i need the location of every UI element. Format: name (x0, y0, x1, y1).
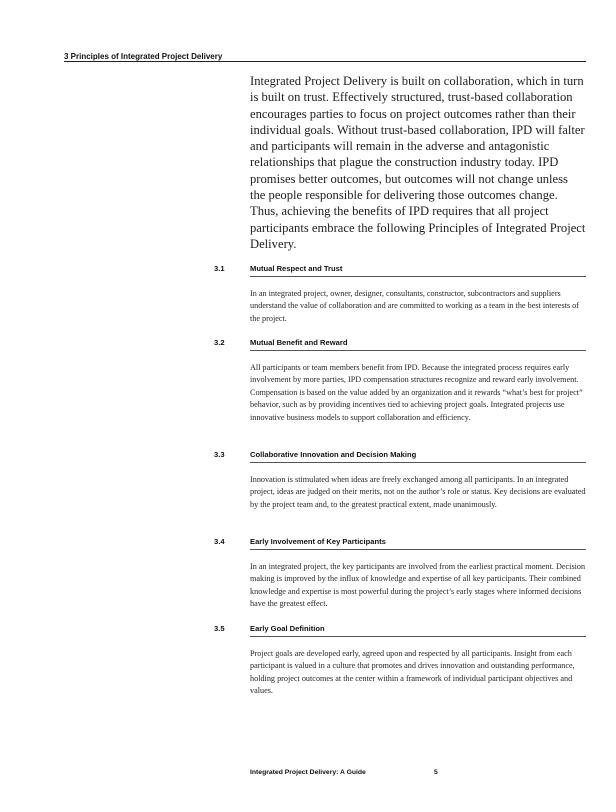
section-title: Early Involvement of Key Participants (250, 537, 386, 546)
section-body: All participants or team members benefit from IPD. Because the integrated process requires early involvement by more parties, IPD compensation structures recognize and reward early involvement. Compensation is based on the value added by an organization and it rewards “what’s best for project” behavior, such as by providing incentives tied to achieving project goals. Integrated projects use innovative business models to support collaboration and efficiency. (250, 363, 583, 422)
section-number: 3.2 (214, 338, 225, 347)
running-head-rule (64, 61, 586, 62)
section-title: Collaborative Innovation and Decision Making (250, 450, 417, 459)
section-rule (250, 350, 586, 351)
section-body: In an integrated project, owner, designer, consultants, constructor, subcontractors and suppliers understand the value of collaboration and are committed to working as a team in the best interests of the project. (250, 289, 579, 323)
running-head: 3 Principles of Integrated Project Delivery (64, 52, 223, 61)
section-number: 3.3 (214, 450, 225, 459)
footer-page-number: 5 (434, 769, 438, 776)
section-number: 3.1 (214, 264, 225, 273)
section-rule (250, 276, 586, 277)
section-rule (250, 462, 586, 463)
section-body: Project goals are developed early, agreed upon and respected by all participants. Insight from each participant is valued in a culture that promotes and drives innovation and outstanding performance, holding project outcomes at the center within a framework of individual participant objectives and values. (250, 649, 575, 696)
section-rule (250, 549, 586, 550)
footer-title: Integrated Project Delivery: A Guide (250, 769, 366, 776)
section-number: 3.5 (214, 624, 225, 633)
section-rule (250, 636, 586, 637)
section-title: Early Goal Definition (250, 624, 325, 633)
section-body: In an integrated project, the key participants are involved from the earliest practical moment. Decision making is improved by the influx of knowledge and expertise of all key participants. Their combined knowledge and expertise is most powerful during the project’s early stages where informed decisions have the greatest effect. (250, 562, 586, 609)
section-title: Mutual Respect and Trust (250, 264, 343, 273)
section-title: Mutual Benefit and Reward (250, 338, 348, 347)
section-body: Innovation is stimulated when ideas are freely exchanged among all participants. In an integrated project, ideas are judged on their merits, not on the author’s role or status. Key decisions are evaluated by the project team and, to the greatest practical extent, made unanimously. (250, 475, 586, 509)
section-number: 3.4 (214, 537, 225, 546)
intro-paragraph: Integrated Project Delivery is built on collaboration, which in turn is built on trust. Effectively structured, trust-based collaboration encourages parties to focus on project outcomes rather than their individual goals. Without trust-based collaboration, IPD will falter and participants will remain in the adverse and antagonistic relationships that plague the construction industry today. IPD promises better outcomes, but outcomes will not change unless the people responsible for delivering those outcomes change. Thus, achieving the benefits of IPD requires that all project participants embrace the following Principles of Integrated Project Delivery. (250, 74, 586, 251)
